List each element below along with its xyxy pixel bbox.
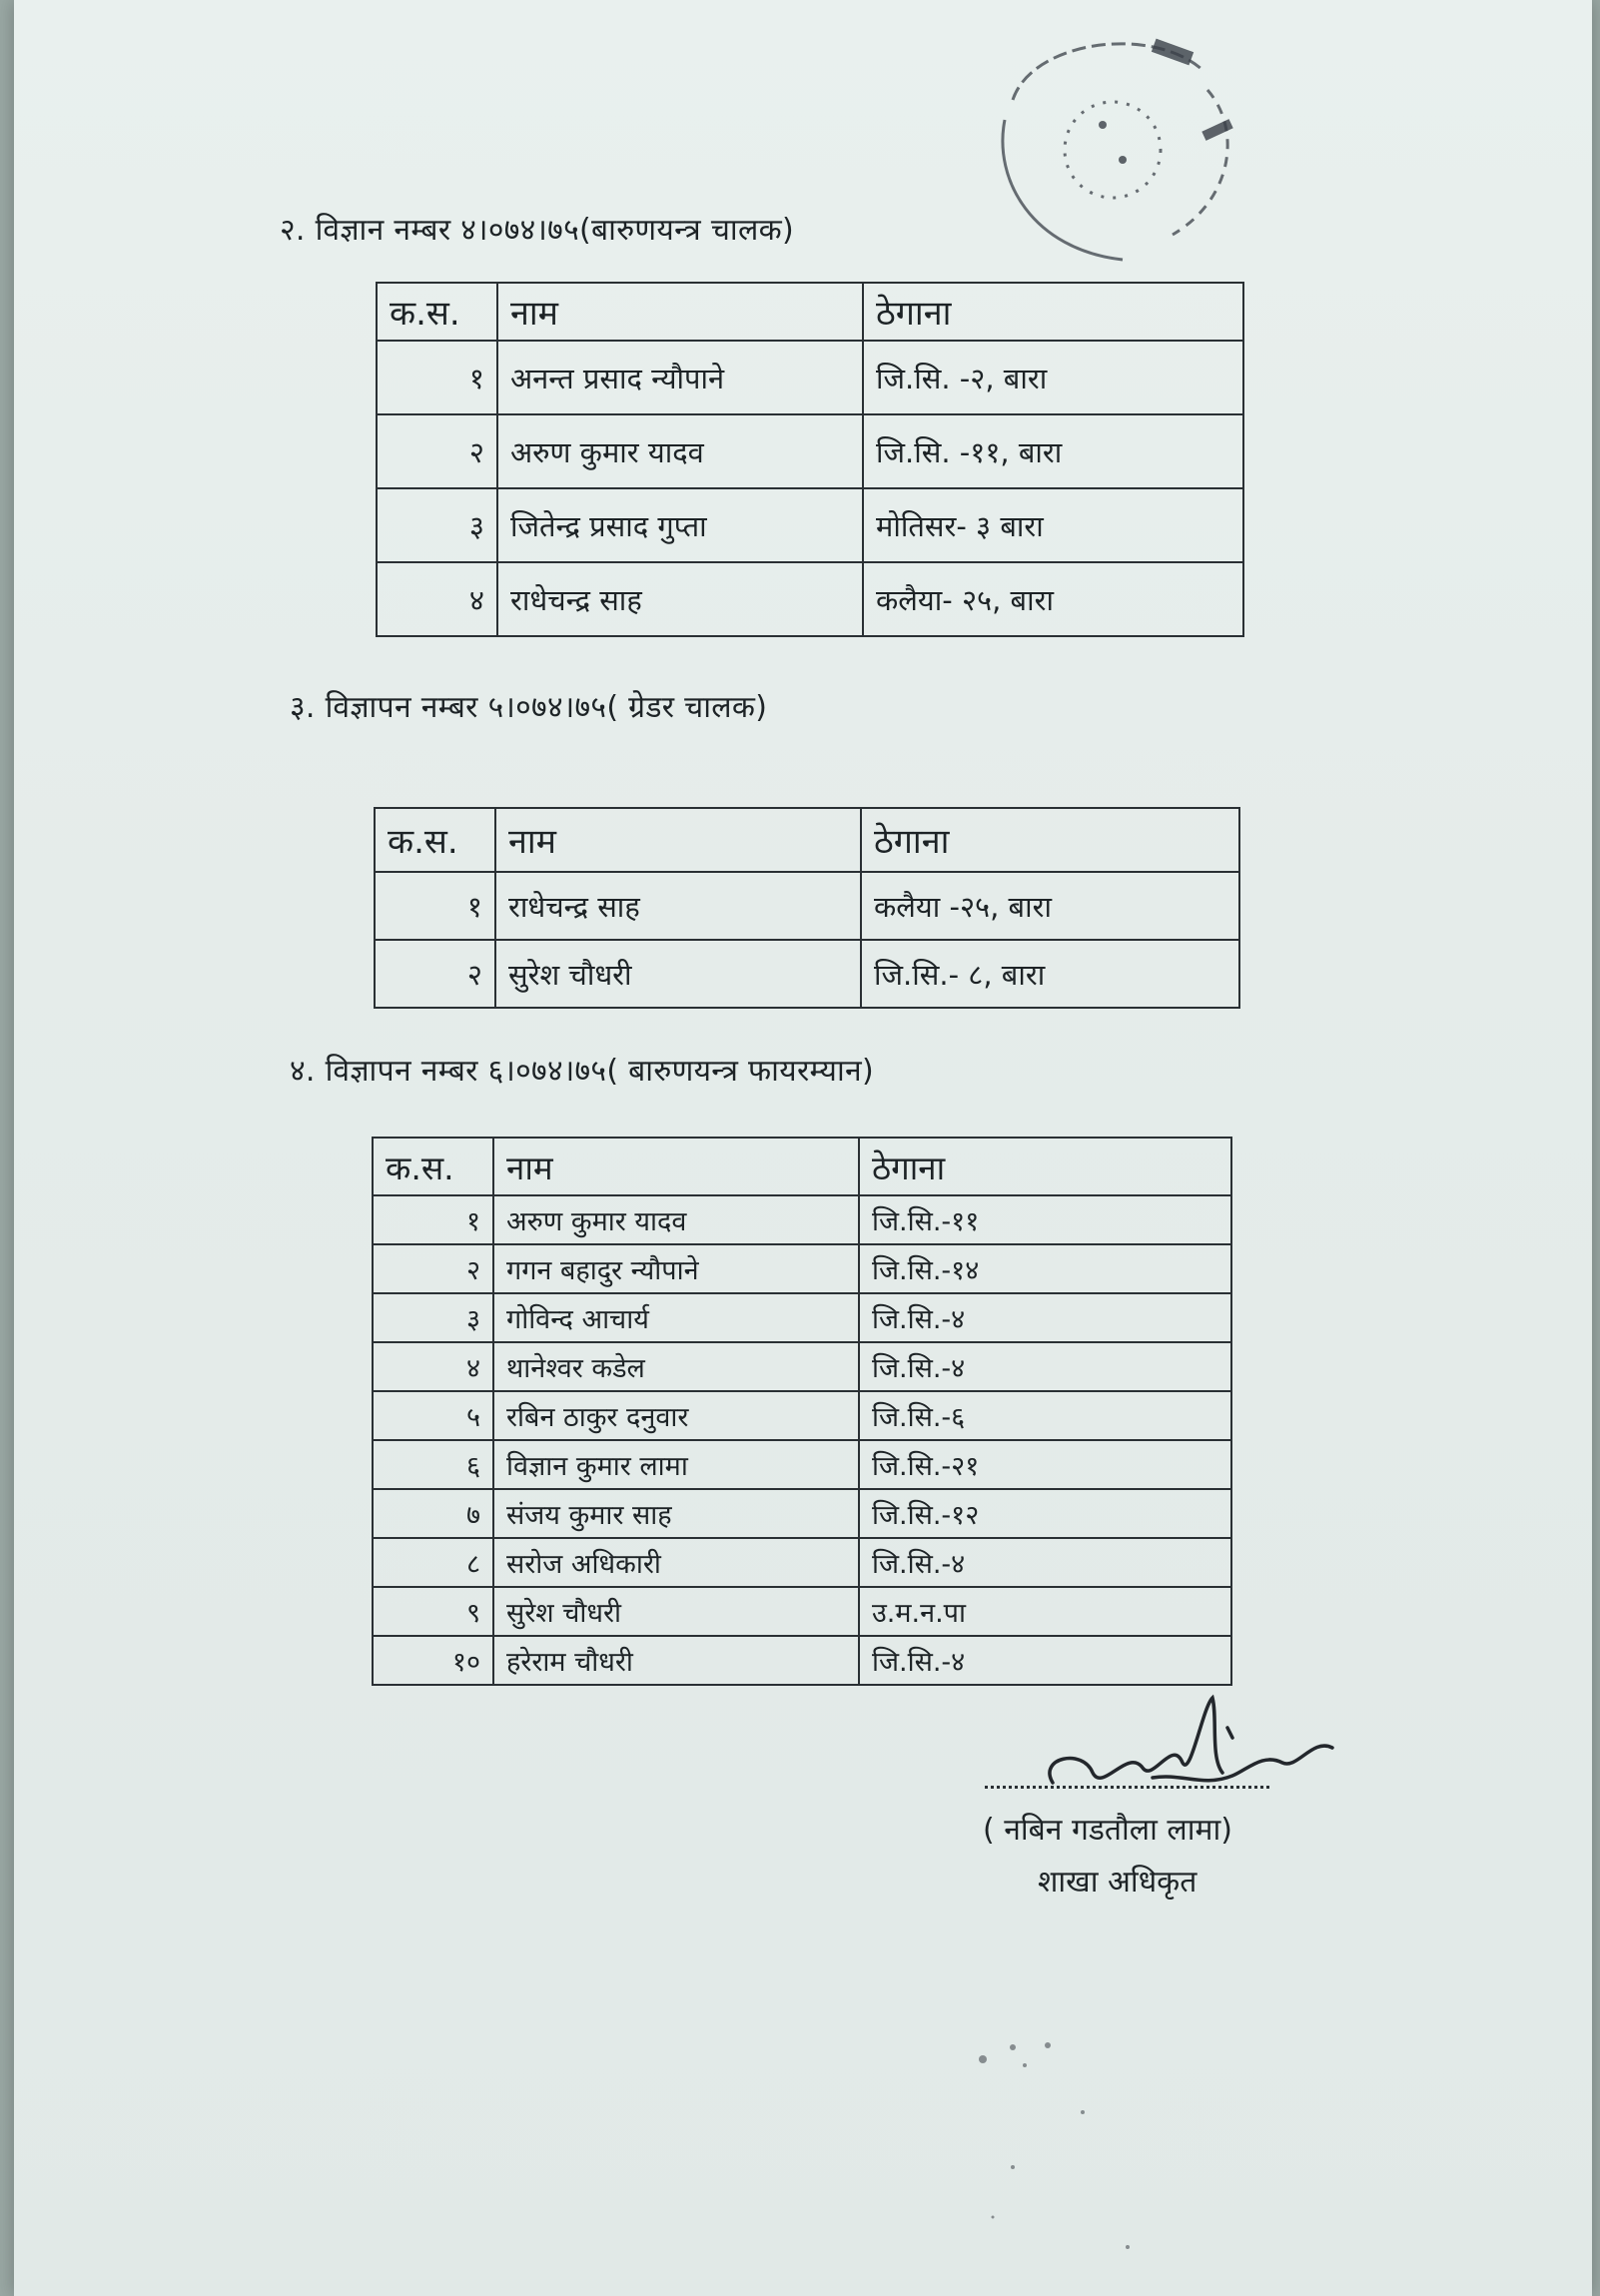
candidate-address: उ.म.न.पा	[859, 1587, 1231, 1636]
candidate-name: विज्ञान कुमार लामा	[493, 1440, 859, 1489]
candidate-table	[376, 282, 1244, 637]
table-header-row	[373, 1138, 1231, 1195]
candidate-table	[374, 807, 1240, 1009]
column-header-name: नाम	[493, 1138, 859, 1195]
candidate-address: जि.सि.-४	[859, 1293, 1231, 1342]
serial-number: २	[377, 414, 497, 488]
table-row	[373, 1587, 1231, 1636]
table-row	[373, 1244, 1231, 1293]
column-header-address: ठेगाना	[861, 808, 1239, 872]
candidate-address: कलैया -२५, बारा	[861, 872, 1239, 940]
table-row	[373, 1538, 1231, 1587]
table-row	[373, 1391, 1231, 1440]
candidate-name: अरुण कुमार यादव	[497, 414, 863, 488]
table-header-row	[375, 808, 1239, 872]
candidate-name: गगन बहादुर न्यौपाने	[493, 1244, 859, 1293]
candidate-name: रबिन ठाकुर दनुवार	[493, 1391, 859, 1440]
candidate-name: जितेन्द्र प्रसाद गुप्ता	[497, 488, 863, 562]
candidate-address: मोतिसर- ३ बारा	[863, 488, 1243, 562]
signatory-title: शाखा अधिकृत	[1038, 1865, 1198, 1900]
serial-number: ९	[373, 1587, 493, 1636]
table-header-row	[377, 283, 1243, 341]
section-heading: ३. विज्ञापन नम्बर ५।०७४।७५( ग्रेडर चालक)	[290, 690, 768, 725]
table-row	[375, 872, 1239, 940]
serial-number: ६	[373, 1440, 493, 1489]
column-header-name: नाम	[497, 283, 863, 341]
serial-number: २	[375, 940, 495, 1008]
table-row	[373, 1195, 1231, 1244]
candidate-name: अनन्त प्रसाद न्यौपाने	[497, 341, 863, 414]
candidate-name: राधेचन्द्र साह	[497, 562, 863, 636]
table-row	[375, 940, 1239, 1008]
candidate-address: जि.सि.-६	[859, 1391, 1231, 1440]
candidate-address: जि.सि.-४	[859, 1538, 1231, 1587]
candidate-name: राधेचन्द्र साह	[495, 872, 861, 940]
table-row	[377, 341, 1243, 414]
serial-number: ७	[373, 1489, 493, 1538]
office-stamp	[973, 30, 1272, 280]
serial-number: ४	[373, 1342, 493, 1391]
candidate-address: जि.सि.-४	[859, 1342, 1231, 1391]
table-row	[377, 488, 1243, 562]
candidate-address: जि.सि.- ८, बारा	[861, 940, 1239, 1008]
candidate-name: हरेराम चौधरी	[493, 1636, 859, 1685]
serial-number: २	[373, 1244, 493, 1293]
candidate-name: सरोज अधिकारी	[493, 1538, 859, 1587]
table-row	[373, 1440, 1231, 1489]
serial-number: ५	[373, 1391, 493, 1440]
candidate-name: सुरेश चौधरी	[495, 940, 861, 1008]
column-header-name: नाम	[495, 808, 861, 872]
serial-number: ३	[377, 488, 497, 562]
column-header-address: ठेगाना	[863, 283, 1243, 341]
serial-number: १०	[373, 1636, 493, 1685]
candidate-name: गोविन्द आचार्य	[493, 1293, 859, 1342]
candidate-name: सुरेश चौधरी	[493, 1587, 859, 1636]
section-heading: ४. विज्ञापन नम्बर ६।०७४।७५( बारुणयन्त्र फायरम्यान)	[290, 1054, 874, 1089]
candidate-table	[372, 1137, 1232, 1686]
candidate-address: जि.सि.-४	[859, 1636, 1231, 1685]
column-header-sn: क.स.	[377, 283, 497, 341]
candidate-address: जि.सि. -११, बारा	[863, 414, 1243, 488]
candidate-address: जि.सि.-२१	[859, 1440, 1231, 1489]
table-row	[373, 1342, 1231, 1391]
candidate-name: संजय कुमार साह	[493, 1489, 859, 1538]
candidate-address: जि.सि.-१४	[859, 1244, 1231, 1293]
signature-line	[985, 1786, 1269, 1789]
serial-number: १	[375, 872, 495, 940]
ink-specks	[953, 2017, 1252, 2277]
column-header-sn: क.स.	[375, 808, 495, 872]
document-page	[14, 0, 1592, 2296]
serial-number: ३	[373, 1293, 493, 1342]
table-row	[373, 1293, 1231, 1342]
candidate-address: जि.सि.-११	[859, 1195, 1231, 1244]
candidate-name: थानेश्वर कडेल	[493, 1342, 859, 1391]
candidate-address: कलैया- २५, बारा	[863, 562, 1243, 636]
table-row	[377, 414, 1243, 488]
candidate-name: अरुण कुमार यादव	[493, 1195, 859, 1244]
candidate-address: जि.सि.-१२	[859, 1489, 1231, 1538]
column-header-address: ठेगाना	[859, 1138, 1231, 1195]
table-row	[373, 1489, 1231, 1538]
serial-number: १	[377, 341, 497, 414]
column-header-sn: क.स.	[373, 1138, 493, 1195]
signatory-name: ( नबिन गडतौला लामा)	[983, 1813, 1232, 1848]
serial-number: १	[373, 1195, 493, 1244]
table-row	[377, 562, 1243, 636]
serial-number: ४	[377, 562, 497, 636]
candidate-address: जि.सि. -२, बारा	[863, 341, 1243, 414]
serial-number: ८	[373, 1538, 493, 1587]
section-heading: २. विज्ञान नम्बर ४।०७४।७५(बारुणयन्त्र चालक)	[280, 213, 794, 248]
